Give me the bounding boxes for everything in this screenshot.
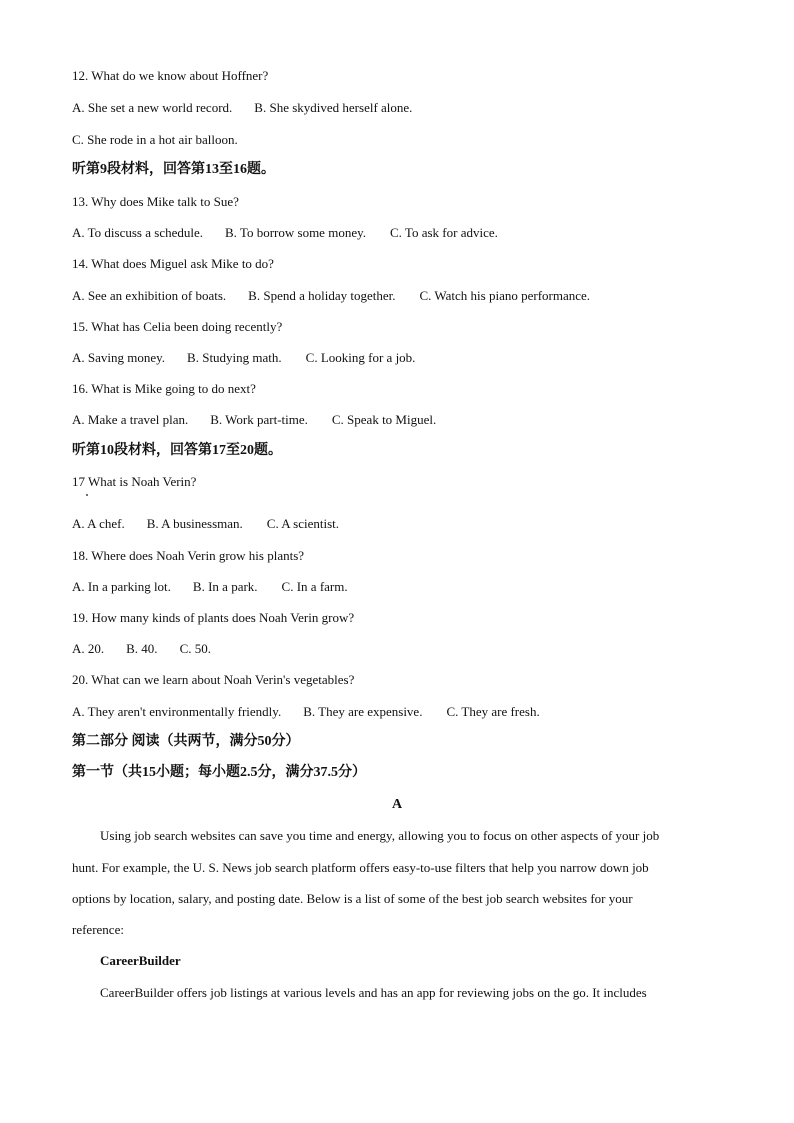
option-c[interactable]: C. To ask for advice. [390,225,498,240]
question-13-options [72,225,498,241]
question-15-stem: 15. What has Celia been doing recently? [72,319,283,334]
option-a[interactable]: A. In a parking lot. [72,579,171,594]
option-c[interactable]: C. They are fresh. [446,704,540,719]
question-14-options [72,288,590,304]
section-9-heading: 听第9段材料，回答第13至16题。 [72,162,275,177]
option-b[interactable]: B. Spend a holiday together. [248,288,396,303]
option-c[interactable]: C. Looking for a job. [305,350,416,365]
question-18-options [72,579,348,595]
question-15-options [72,350,415,366]
subheading-careerbuilder: CareerBuilder [100,953,181,968]
option-c[interactable]: C. She rode in a hot air balloon. [72,132,238,147]
option-b[interactable]: B. They are expensive. [303,704,423,719]
passage-line: options by location, salary, and posting date. Below is a list of some of the best job search websites for your [72,891,633,906]
question-20-options [72,704,540,720]
question-12-options [72,100,412,116]
passage-label: A [391,797,403,812]
option-a[interactable]: A. Make a travel plan. [72,412,189,427]
option-c[interactable]: C. In a farm. [281,579,348,594]
passage-line: Using job search websites can save you time and energy, allowing you to focus on other aspects of your job [100,828,660,843]
option-c[interactable]: C. Watch his piano performance. [419,288,591,303]
option-b[interactable]: B. In a park. [192,579,258,594]
option-a[interactable]: A. To discuss a schedule. [72,225,203,240]
option-b[interactable]: B. Studying math. [187,350,282,365]
question-14-stem: 14. What does Miguel ask Mike to do? [72,256,274,271]
option-b[interactable]: B. A businessman. [146,516,243,531]
option-a[interactable]: A. She set a new world record. [72,100,233,115]
option-b[interactable]: B. She skydived herself alone. [254,100,413,115]
option-a[interactable]: A. They aren't environmentally friendly. [72,704,282,719]
option-b[interactable]: B. To borrow some money. [225,225,366,240]
question-17-stem: 17 What is Noah Verin? [72,474,197,489]
question-16-stem: 16. What is Mike going to do next? [72,381,256,396]
section-10-heading: 听第10段材料，回答第17至20题。 [72,443,282,458]
question-13-stem: 13. Why does Mike talk to Sue? [72,194,239,209]
question-16-options [72,412,436,428]
passage-line: hunt. For example, the U. S. News job search platform offers easy-to-use filters that help you narrow down job [72,860,649,875]
option-a[interactable]: A. Saving money. [72,350,166,365]
passage-line: CareerBuilder offers job listings at various levels and has an app for reviewing jobs on the go. It includes [100,985,647,1000]
option-b[interactable]: B. 40. [126,641,158,656]
option-a[interactable]: A. 20. [72,641,105,656]
question-18-stem: 18. Where does Noah Verin grow his plants? [72,548,305,563]
question-12-stem: 12. What do we know about Hoffner? [72,68,269,83]
option-a[interactable]: A. See an exhibition of boats. [72,288,227,303]
section-1-heading: 第一节（共15小题；每小题2.5分，满分37.5分） [72,765,366,780]
option-c[interactable]: C. A scientist. [266,516,340,531]
option-a[interactable]: A. A chef. [72,516,125,531]
option-c[interactable]: C. Speak to Miguel. [331,412,437,427]
question-19-options [72,641,211,657]
option-b[interactable]: B. Work part-time. [210,412,308,427]
passage-line: reference: [72,922,124,937]
question-19-stem: 19. How many kinds of plants does Noah Verin grow? [72,610,355,625]
stray-mark [86,494,88,496]
part-2-heading: 第二部分 阅读（共两节，满分50分） [72,734,300,749]
question-20-stem: 20. What can we learn about Noah Verin's vegetables? [72,672,355,687]
option-c[interactable]: C. 50. [179,641,211,656]
question-17-options [72,516,339,532]
